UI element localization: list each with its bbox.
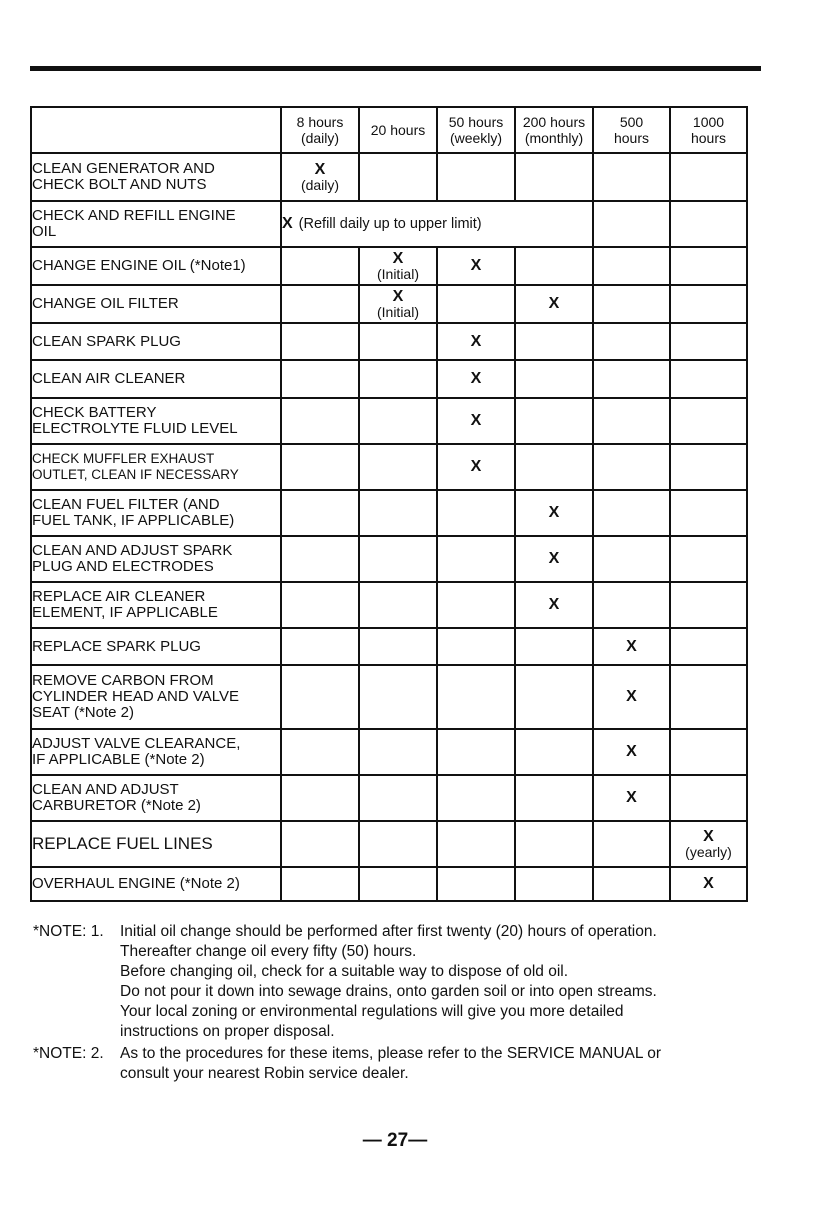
schedule-cell xyxy=(515,536,593,582)
item-cell xyxy=(31,398,281,444)
cell-text: CHECK BATTERY xyxy=(32,404,157,421)
cell-text: Initial oil change should be performed after first twenty (20) hours of operation. xyxy=(120,923,657,940)
schedule-cell xyxy=(281,821,359,867)
schedule-cell xyxy=(437,582,515,628)
table-row xyxy=(31,729,747,775)
schedule-cell xyxy=(281,775,359,821)
table-row xyxy=(31,867,747,901)
schedule-cell xyxy=(281,665,359,729)
schedule-cell xyxy=(515,729,593,775)
item-cell xyxy=(31,536,281,582)
schedule-cell xyxy=(437,821,515,867)
schedule-cell xyxy=(593,628,670,665)
x-mark: X xyxy=(470,332,482,350)
x-mark: X xyxy=(548,550,560,567)
schedule-cell xyxy=(359,444,437,490)
cell-text: OUTLET, CLEAN IF NECESSARY xyxy=(32,467,239,482)
schedule-cell xyxy=(515,360,593,398)
cell-text: ELECTROLYTE FLUID LEVEL xyxy=(32,420,238,437)
cell-text: (daily) xyxy=(300,176,340,193)
cell-text: REPLACE SPARK PLUG xyxy=(32,637,201,655)
schedule-cell xyxy=(670,444,747,490)
schedule-cell xyxy=(515,775,593,821)
table-row xyxy=(31,444,747,490)
schedule-cell xyxy=(593,665,670,729)
cell-text: Before changing oil, check for a suitable way to dispose of old oil. xyxy=(120,963,569,980)
schedule-cell xyxy=(670,729,747,775)
schedule-cell xyxy=(437,444,515,490)
item-cell xyxy=(31,821,281,867)
mark-cell xyxy=(281,153,359,201)
note-2 xyxy=(33,1044,753,1084)
schedule-cell xyxy=(670,867,747,901)
table-row xyxy=(31,665,747,729)
schedule-cell xyxy=(359,247,437,285)
schedule-cell xyxy=(359,360,437,398)
item-cell xyxy=(31,867,281,901)
schedule-cell xyxy=(593,444,670,490)
x-mark: X xyxy=(470,412,482,429)
schedule-cell xyxy=(593,582,670,628)
schedule-cell xyxy=(515,285,593,323)
item-cell xyxy=(31,490,281,536)
schedule-cell xyxy=(593,729,670,775)
cell-text: As to the procedures for these items, please refer to the SERVICE MANUAL or xyxy=(120,1045,662,1062)
schedule-cell xyxy=(359,398,437,444)
header-50-hours xyxy=(437,107,515,153)
cell-text: 20 hours xyxy=(370,122,426,138)
cell-text: SEAT (*Note 2) xyxy=(32,704,134,721)
cell-text: PLUG AND ELECTRODES xyxy=(32,558,214,575)
schedule-cell xyxy=(670,247,747,285)
x-mark: X xyxy=(470,370,482,387)
cell-text: CHANGE ENGINE OIL (*Note1) xyxy=(32,257,246,274)
cell-text: Do not pour it down into sewage drains, onto garden soil or into open streams. xyxy=(120,983,657,1000)
table-row xyxy=(31,628,747,665)
cell-text: REPLACE AIR CLEANER xyxy=(32,588,206,605)
item-cell xyxy=(31,323,281,360)
schedule-cell xyxy=(281,867,359,901)
x-mark: X xyxy=(548,596,560,613)
x-mark: X xyxy=(282,215,293,232)
cell-text: CARBURETOR (*Note 2) xyxy=(32,797,201,814)
schedule-cell xyxy=(359,490,437,536)
schedule-cell xyxy=(437,323,515,360)
schedule-cell xyxy=(359,285,437,323)
x-mark: X xyxy=(548,504,560,521)
schedule-cell xyxy=(593,536,670,582)
table-row xyxy=(31,775,747,821)
cell-text: CHECK AND REFILL ENGINE xyxy=(32,207,236,224)
cell-text: hours xyxy=(613,130,650,146)
schedule-cell xyxy=(670,628,747,665)
schedule-cell xyxy=(593,247,670,285)
schedule-cell xyxy=(437,490,515,536)
schedule-cell xyxy=(670,821,747,867)
cell-text: REMOVE CARBON FROM xyxy=(32,672,214,689)
schedule-cell xyxy=(281,444,359,490)
cell-text: CHECK MUFFLER EXHAUST xyxy=(32,451,215,466)
schedule-cell xyxy=(359,729,437,775)
schedule-cell xyxy=(437,536,515,582)
item-cell xyxy=(31,360,281,398)
x-mark: X xyxy=(392,249,404,267)
item-cell xyxy=(31,775,281,821)
table-row xyxy=(31,582,747,628)
schedule-cell xyxy=(437,729,515,775)
schedule-cell xyxy=(593,398,670,444)
schedule-cell xyxy=(593,490,670,536)
schedule-cell xyxy=(515,665,593,729)
schedule-cell xyxy=(670,153,747,201)
cell-text: instructions on proper disposal. xyxy=(120,1023,335,1040)
schedule-cell xyxy=(515,582,593,628)
schedule-cell xyxy=(437,285,515,323)
cell-text: FUEL TANK, IF APPLICABLE) xyxy=(32,512,235,529)
schedule-cell xyxy=(515,444,593,490)
schedule-cell xyxy=(670,398,747,444)
cell-text: CLEAN GENERATOR AND xyxy=(32,160,215,177)
cell-text: *NOTE: 2. xyxy=(33,1045,104,1062)
schedule-cell xyxy=(593,323,670,360)
cell-text: hours xyxy=(690,130,727,146)
schedule-cell xyxy=(359,867,437,901)
schedule-cell xyxy=(281,536,359,582)
cell-text: ADJUST VALVE CLEARANCE, xyxy=(32,735,241,752)
schedule-cell xyxy=(670,582,747,628)
schedule-cell xyxy=(359,821,437,867)
schedule-cell xyxy=(670,201,747,247)
span-note-cell xyxy=(281,201,593,247)
cell-text: 200 hours xyxy=(522,114,586,130)
table-row xyxy=(31,821,747,867)
cell-text: (Initial) xyxy=(376,265,419,282)
schedule-cell xyxy=(281,398,359,444)
table-row xyxy=(31,285,747,323)
cell-text: CYLINDER HEAD AND VALVE xyxy=(32,688,240,705)
header-8-hours xyxy=(281,107,359,153)
item-cell xyxy=(31,665,281,729)
schedule-cell xyxy=(437,628,515,665)
x-mark: X xyxy=(703,875,714,892)
x-mark: X xyxy=(470,458,482,475)
schedule-cell xyxy=(670,285,747,323)
x-mark: X xyxy=(626,688,637,705)
cell-text: Your local zoning or environmental regulations will give you more detailed xyxy=(120,1003,624,1020)
schedule-cell xyxy=(281,628,359,665)
table-row xyxy=(31,201,747,247)
schedule-cell xyxy=(359,775,437,821)
cell-text: OVERHAUL ENGINE (*Note 2) xyxy=(32,875,240,892)
cell-text: ELEMENT, IF APPLICABLE xyxy=(32,604,218,621)
cell-text: CLEAN AND ADJUST SPARK xyxy=(32,542,233,559)
item-cell xyxy=(31,729,281,775)
schedule-cell xyxy=(437,775,515,821)
cell-text: consult your nearest Robin service dealer. xyxy=(120,1065,409,1082)
cell-text: 500 xyxy=(619,114,644,130)
schedule-cell xyxy=(437,247,515,285)
header-1000-hours xyxy=(670,107,747,153)
cell-text: Thereafter change oil every fifty (50) hours. xyxy=(120,943,417,960)
schedule-cell xyxy=(670,490,747,536)
maintenance-schedule-table xyxy=(30,106,748,902)
x-mark: X xyxy=(392,287,404,305)
schedule-cell xyxy=(281,323,359,360)
schedule-cell xyxy=(359,536,437,582)
table-row xyxy=(31,323,747,360)
schedule-cell xyxy=(281,729,359,775)
schedule-cell xyxy=(593,867,670,901)
schedule-cell xyxy=(593,360,670,398)
schedule-cell xyxy=(359,665,437,729)
schedule-cell xyxy=(437,153,515,201)
cell-text: (daily) xyxy=(300,130,340,146)
schedule-cell xyxy=(593,821,670,867)
header-item-blank xyxy=(31,107,281,153)
schedule-cell xyxy=(281,285,359,323)
cell-text: CHECK BOLT AND NUTS xyxy=(32,176,207,193)
header-200-hours xyxy=(515,107,593,153)
schedule-cell xyxy=(515,821,593,867)
cell-text: REPLACE FUEL LINES xyxy=(32,834,213,853)
cell-text: CLEAN SPARK PLUG xyxy=(32,332,181,350)
schedule-cell xyxy=(670,665,747,729)
table-row xyxy=(31,247,747,285)
schedule-cell xyxy=(593,201,670,247)
x-mark: X xyxy=(703,827,714,845)
schedule-cell xyxy=(593,153,670,201)
schedule-cell xyxy=(670,536,747,582)
schedule-cell xyxy=(281,247,359,285)
cell-text: CLEAN AND ADJUST xyxy=(32,781,179,798)
cell-text: (yearly) xyxy=(685,843,732,860)
header-row xyxy=(31,107,747,153)
cell-text: 1000 xyxy=(692,114,725,130)
table-row xyxy=(31,153,747,201)
schedule-cell xyxy=(359,323,437,360)
table-row xyxy=(31,398,747,444)
cell-text: (Refill daily up to upper limit) xyxy=(298,216,482,232)
schedule-cell xyxy=(359,582,437,628)
schedule-cell xyxy=(359,628,437,665)
schedule-cell xyxy=(670,360,747,398)
page-number: — 27— xyxy=(362,1130,428,1151)
table-row xyxy=(31,536,747,582)
cell-text: IF APPLICABLE (*Note 2) xyxy=(32,751,205,768)
schedule-cell xyxy=(281,490,359,536)
cell-text: 8 hours xyxy=(296,114,344,130)
x-mark: X xyxy=(470,257,482,274)
schedule-cell xyxy=(515,867,593,901)
schedule-cell xyxy=(515,398,593,444)
cell-text: OIL xyxy=(32,223,57,240)
cell-text: (weekly) xyxy=(449,130,503,146)
x-mark: X xyxy=(626,789,637,806)
header-20-hours xyxy=(359,107,437,153)
top-rule xyxy=(30,66,761,71)
schedule-cell xyxy=(437,867,515,901)
schedule-cell xyxy=(515,628,593,665)
table-row xyxy=(31,490,747,536)
schedule-cell xyxy=(281,360,359,398)
schedule-cell xyxy=(515,490,593,536)
item-cell xyxy=(31,628,281,665)
x-mark: X xyxy=(314,160,326,178)
schedule-cell xyxy=(437,665,515,729)
schedule-cell xyxy=(515,323,593,360)
schedule-cell xyxy=(437,360,515,398)
schedule-cell xyxy=(515,247,593,285)
cell-text: CHANGE OIL FILTER xyxy=(32,295,179,312)
header-500-hours xyxy=(593,107,670,153)
item-cell xyxy=(31,444,281,490)
note-1 xyxy=(33,922,753,1042)
cell-text: *NOTE: 1. xyxy=(33,923,104,940)
schedule-cell xyxy=(281,582,359,628)
item-cell xyxy=(31,153,281,201)
item-cell xyxy=(31,582,281,628)
item-cell xyxy=(31,247,281,285)
schedule-cell xyxy=(437,398,515,444)
schedule-cell xyxy=(670,323,747,360)
x-mark: X xyxy=(548,295,560,312)
item-cell xyxy=(31,201,281,247)
schedule-cell xyxy=(670,775,747,821)
schedule-cell xyxy=(593,775,670,821)
cell-text: (Initial) xyxy=(376,303,419,320)
schedule-cell xyxy=(515,153,593,201)
cell-text: 50 hours xyxy=(448,114,504,130)
schedule-cell xyxy=(593,285,670,323)
schedule-cell xyxy=(359,153,437,201)
table-row xyxy=(31,360,747,398)
cell-text: (monthly) xyxy=(524,130,584,146)
notes-section xyxy=(33,922,753,1086)
cell-text: CLEAN FUEL FILTER (AND xyxy=(32,496,220,513)
cell-text: CLEAN AIR CLEANER xyxy=(32,370,186,387)
x-mark: X xyxy=(626,637,637,655)
item-cell xyxy=(31,285,281,323)
x-mark: X xyxy=(626,743,637,760)
